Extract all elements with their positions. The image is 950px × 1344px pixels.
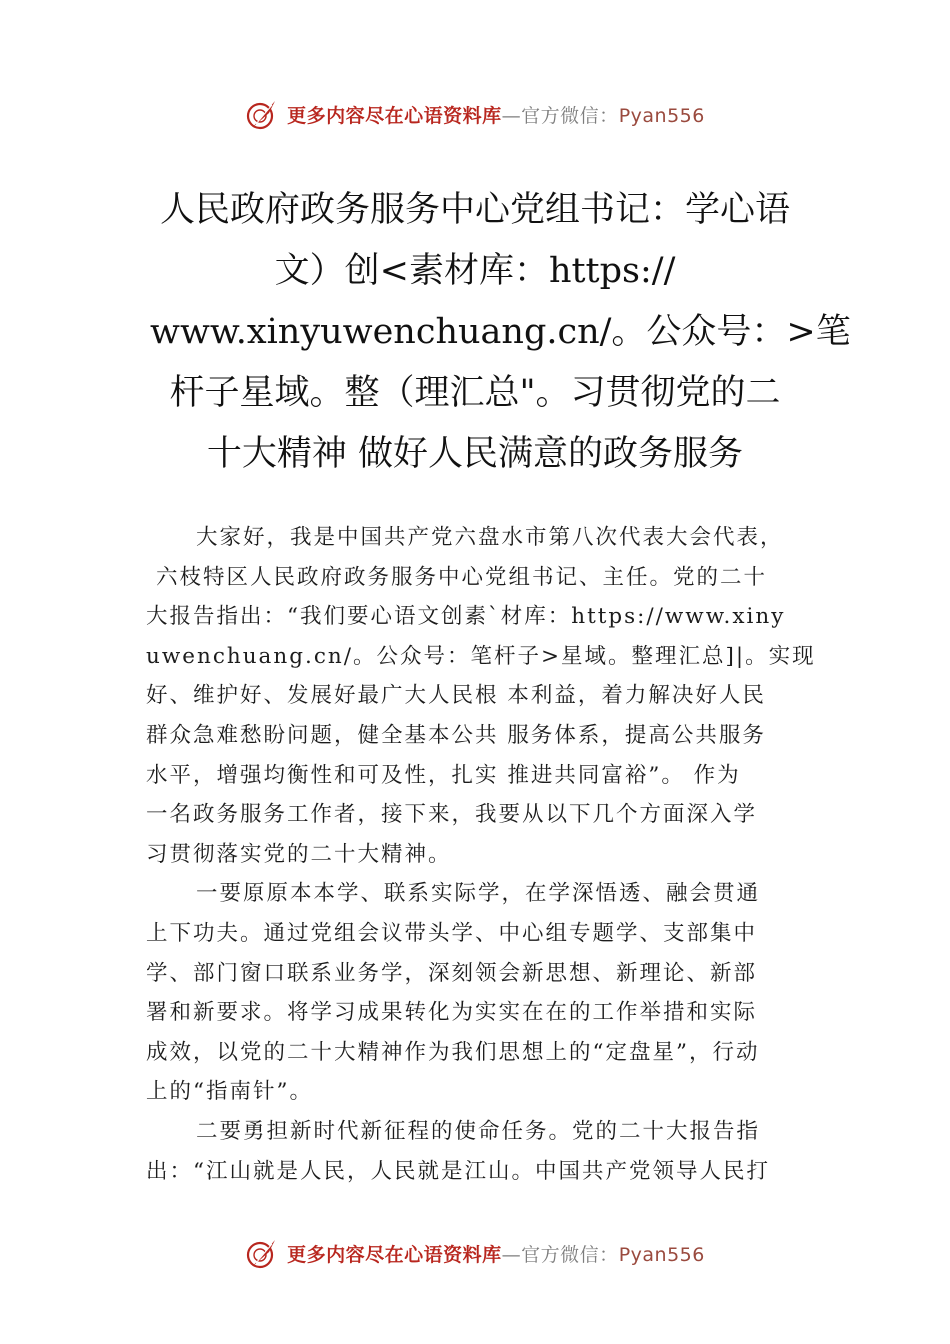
body-line: 二要勇担新时代新征程的使命任务。党的二十大报告指: [196, 1118, 761, 1144]
title-line: www.xinyuwenchuang.cn/。公众号：>笔: [150, 312, 851, 352]
footer-banner: [0, 1233, 950, 1273]
document-body: [146, 518, 826, 1191]
banner-library-text: 更多内容尽在心语资料库: [287, 104, 502, 127]
body-line: 群众急难愁盼问题，健全基本公共 服务体系，提高公共服务: [146, 722, 766, 748]
body-line: 大家好，我是中国共产党六盘水市第八次代表大会代表，: [196, 525, 784, 550]
body-line: 学、部门窗口联系业务学，深刻领会新思想、新理论、新部: [146, 960, 758, 986]
body-line: 水平，增强均衡性和可及性，扎实 推进共同富裕”。 作为: [146, 762, 741, 788]
body-line: 成效，以党的二十大精神作为我们思想上的“定盘星”，行动: [146, 1039, 760, 1065]
banner-wechat-id: Pyan556: [618, 1243, 705, 1266]
body-line: 上的“指南针”。: [146, 1079, 313, 1105]
title-line: 十大精神 做好人民满意的政务服务: [206, 434, 744, 474]
title-line: 文）创<素材库：https://: [274, 251, 676, 291]
body-line: 上下功夫。通过党组会议带头学、中心组专题学、支部集中: [146, 920, 758, 946]
body-line: 六枝特区人民政府政务服务中心党组书记、主任。党的二十: [156, 564, 768, 590]
banner-text: [287, 1240, 705, 1267]
quill-logo-icon: [245, 1236, 279, 1270]
body-line: 出：“江山就是人民，人民就是江山。中国共产党领导人民打: [146, 1158, 770, 1184]
banner-wechat-id: Pyan556: [618, 104, 705, 127]
body-line: 习贯彻落实党的二十大精神。: [146, 841, 452, 867]
document-title: [150, 180, 851, 485]
body-line: uwenchuang.cn/。公众号：笔杆子>星域。整理汇总]|。实现: [146, 643, 816, 669]
body-line: 一名政务服务工作者，接下来，我要从以下几个方面深入学: [146, 802, 758, 828]
banner-wechat-label: —官方微信：: [501, 104, 619, 127]
quill-logo-icon: [245, 97, 279, 131]
banner-wechat-label: —官方微信：: [501, 1243, 619, 1266]
body-line: 署和新要求。将学习成果转化为实实在在的工作举措和实际: [146, 1000, 758, 1026]
banner-text: [287, 101, 705, 128]
title-line: 人民政府政务服务中心党组书记：学心语: [159, 190, 790, 230]
header-banner: [0, 94, 950, 134]
banner-library-text: 更多内容尽在心语资料库: [287, 1243, 502, 1266]
body-line: 大报告指出：“我们要心语文创素`材库：https://www.xiny: [146, 604, 786, 630]
title-line: 杆子星域。整（理汇总"。习贯彻党的二: [169, 373, 781, 413]
body-line: 好、维护好、发展好最广大人民根 本利益，着力解决好人民: [146, 683, 766, 709]
body-line: 一要原原本本学、联系实际学，在学深悟透、融会贯通: [196, 881, 761, 907]
